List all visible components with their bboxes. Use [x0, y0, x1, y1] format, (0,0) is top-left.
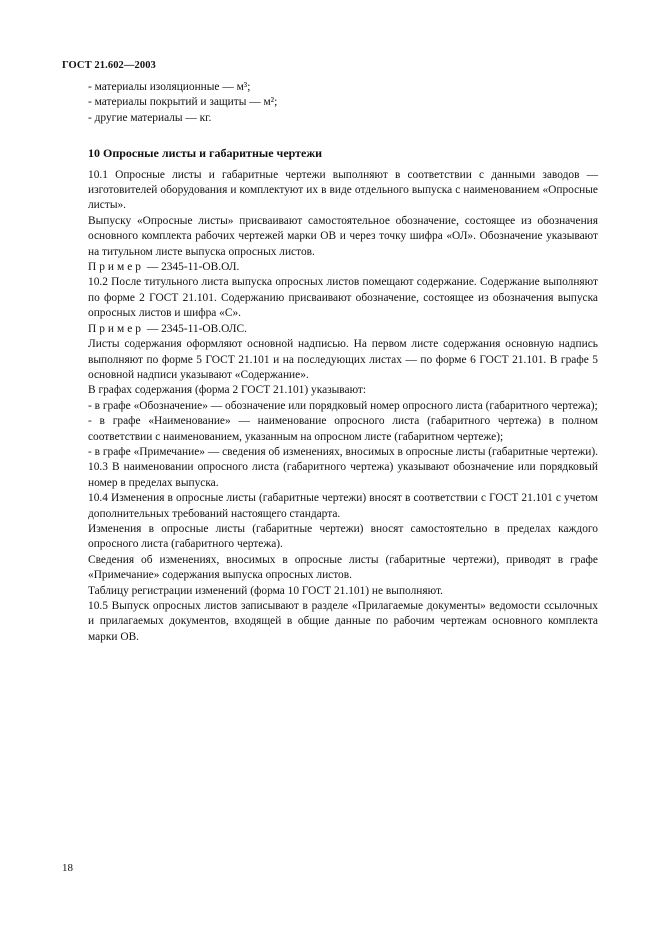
paragraph-10-2-designation-column: - в графе «Обозначение» — обозначение или порядковый номер опросного листа (габаритного чертежа); — [88, 399, 598, 412]
materials-list — [88, 80, 598, 126]
paragraph-10-2-columns: В графах содержания (форма 2 ГОСТ 21.101) указывают: — [88, 384, 367, 397]
paragraph-10-4-table: Таблицу регистрации изменений (форма 10 ГОСТ 21.101) не выполняют. — [88, 584, 443, 597]
paragraph-10-2-name-column: - в графе «Наименование» — наименование опросного листа (габаритного чертежа) в полном соответствии с наименованием, указанным на опросном листе (габаритном чертеже); — [88, 415, 598, 443]
document-header: ГОСТ 21.602—2003 — [62, 60, 156, 71]
paragraph-10-4-changes: Изменения в опросные листы (габаритные чертежи) вносят самостоятельно в пределах каждого опросного листа (габаритного чертежа). — [88, 522, 598, 551]
example-value: — 2345-11-ОВ.ОЛ. — [146, 261, 240, 274]
section-title: 10 Опросные листы и габаритные чертежи — [88, 146, 322, 161]
example-value: — 2345-11-ОВ.ОЛС. — [146, 322, 247, 335]
example-label: Пример — [88, 261, 144, 274]
list-item: - материалы покрытий и защиты — м²; — [88, 96, 278, 109]
paragraph-10-2-note-column: - в графе «Примечание» — сведения об изменениях, вносимых в опросные листы (габаритные чертежи). — [88, 445, 598, 458]
example-1 — [88, 260, 598, 275]
paragraph-10-5: 10.5 Выпуск опросных листов записывают в разделе «Прилагаемые документы» ведомости ссылочных и прилагаемых документов, входящей в общие данные по рабочим чертежам основного комплекта марки ОВ. — [88, 600, 598, 643]
page-number: 18 — [62, 862, 73, 874]
paragraph-10-2-title-block: Листы содержания оформляют основной надписью. На первом листе содержания основную надпись выполняют по форме 5 ГОСТ 21.101 и на последующих листах — по форме 6 ГОСТ 21.101. В графе 5 основной надписи указывают «Содержание». — [88, 338, 598, 381]
list-item: - другие материалы — кг. — [88, 111, 212, 124]
example-2 — [88, 322, 598, 337]
paragraph-10-4: 10.4 Изменения в опросные листы (габаритные чертежи) вносят в соответствии с ГОСТ 21.101 с учетом дополнительных требований настоящего стандарта. — [88, 492, 598, 520]
example-label: Пример — [88, 322, 144, 335]
list-item: - материалы изоляционные — м³; — [88, 81, 251, 93]
paragraph-10-3: 10.3 В наименовании опросного листа (габаритного чертежа) указывают обозначение или порядковый номер в пределах выпуска. — [88, 461, 598, 489]
paragraph-10-1-designation: Выпуску «Опросные листы» присваивают самостоятельное обозначение, состоящее из обозначения основного комплекта рабочих чертежей марки ОВ и через точку шифра «ОЛ». Обозначение указывают на титульном листе выпуска опросных листов. — [88, 214, 598, 258]
paragraph-10-4-change-info: Сведения об изменениях, вносимых в опросные листы (габаритные чертежи), приводят в графе «Примечание» содержания выпуска опросных листов. — [88, 553, 598, 582]
paragraph-10-1: 10.1 Опросные листы и габаритные чертежи выполняют в соответствии с данными заводов — изготовителей оборудования и комплектуют их в виде отдельного выпуска с наименованием «Опросные листы». — [88, 168, 598, 212]
page-content — [88, 80, 598, 645]
paragraph-10-2: 10.2 После титульного листа выпуска опросных листов помещают содержание. Содержание выполняют по форме 2 ГОСТ 21.101. Содержанию присваивают обозначение, состоящее из обозначения выпуска опросных листов и шифра «С». — [88, 276, 598, 320]
